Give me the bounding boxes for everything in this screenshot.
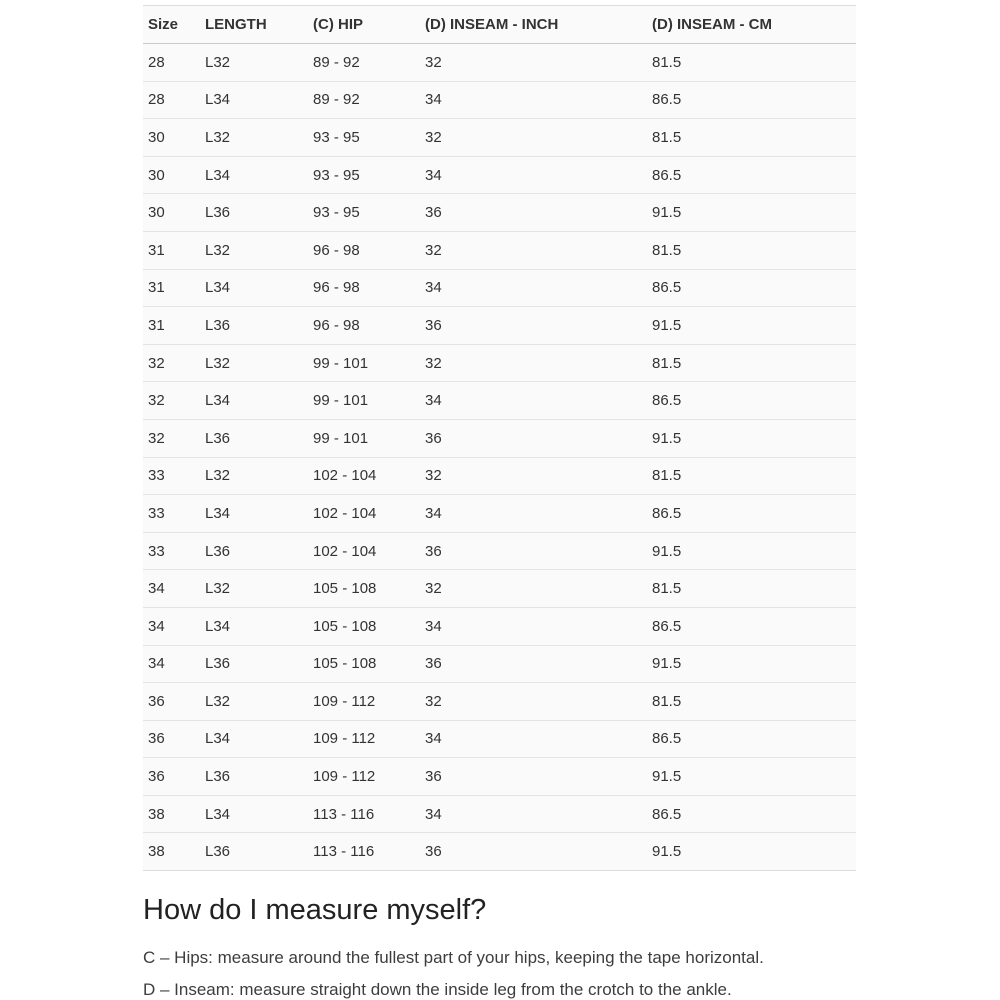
table-cell: 105 - 108	[313, 607, 425, 645]
table-cell: 36	[143, 683, 205, 721]
table-cell: 89 - 92	[313, 81, 425, 119]
measure-instruction-inseam: D – Inseam: measure straight down the inside leg from the crotch to the ankle.	[143, 980, 732, 1000]
table-cell: 31	[143, 269, 205, 307]
table-cell: 33	[143, 457, 205, 495]
table-cell: 86.5	[652, 607, 856, 645]
table-cell: 30	[143, 194, 205, 232]
table-row	[143, 833, 856, 871]
column-header: (D) INSEAM - CM	[652, 6, 856, 44]
table-row	[143, 194, 856, 232]
table-cell: 38	[143, 833, 205, 871]
table-cell: 34	[425, 156, 652, 194]
table-cell: 36	[425, 194, 652, 232]
table-cell: 32	[425, 53, 442, 71]
table-row	[143, 231, 856, 269]
table-cell: 81.5	[652, 457, 856, 495]
table-cell: L36	[205, 758, 313, 796]
column-header: (C) HIP	[313, 6, 425, 44]
table-cell: 86.5	[652, 156, 856, 194]
table-row	[143, 269, 856, 307]
table-cell: 34	[425, 795, 652, 833]
table-cell: 86.5	[652, 720, 856, 758]
table-cell: L32	[205, 570, 313, 608]
size-chart-table	[143, 5, 856, 871]
table-cell: 91.5	[652, 833, 856, 871]
table-cell: L34	[205, 156, 313, 194]
table-cell: 30	[143, 156, 205, 194]
table-cell: L34	[205, 495, 313, 533]
table-row	[143, 570, 856, 608]
table-cell: 32	[425, 457, 652, 495]
table-cell: 93 - 95	[313, 194, 425, 232]
table-cell: 113 - 116	[313, 833, 425, 871]
table-cell: L36	[205, 833, 313, 871]
table-cell: 109 - 112	[313, 758, 425, 796]
table-cell: 113 - 116	[313, 795, 425, 833]
table-cell: 99 - 101	[313, 344, 425, 382]
table-row	[143, 645, 856, 683]
table-cell: 102 - 104	[313, 457, 425, 495]
table-cell: 32	[425, 231, 652, 269]
table-cell: 99 - 101	[313, 419, 425, 457]
table-cell: L36	[205, 645, 313, 683]
table-cell: L36	[205, 532, 313, 570]
table-row	[143, 344, 856, 382]
table-row	[143, 795, 856, 833]
table-cell: 31	[143, 231, 205, 269]
table-row	[143, 307, 856, 345]
table-row	[143, 382, 856, 420]
table-cell: 34	[143, 570, 205, 608]
table-cell: 86.5	[652, 269, 856, 307]
table-cell: 86.5	[652, 495, 856, 533]
column-header: Size	[143, 6, 205, 44]
table-cell: 36	[425, 645, 652, 683]
table-cell: 32	[425, 683, 652, 721]
table-header-row	[143, 6, 856, 44]
table-body	[143, 44, 856, 871]
table-cell: L32	[205, 344, 313, 382]
table-cell: L36	[205, 307, 313, 345]
measure-instruction-hips: C – Hips: measure around the fullest part of your hips, keeping the tape horizontal.	[143, 948, 764, 968]
table-cell: 91.5	[652, 645, 856, 683]
table-cell: 105 - 108	[313, 570, 425, 608]
table-cell: 81.5	[652, 231, 856, 269]
size-guide-content	[143, 5, 856, 1000]
table-cell: 102 - 104	[313, 532, 425, 570]
table-cell: 34	[425, 495, 652, 533]
table-cell: 36	[425, 532, 652, 570]
table-row	[143, 607, 856, 645]
table-row	[143, 495, 856, 533]
table-cell: 86.5	[652, 382, 856, 420]
table-cell: 81.5	[652, 570, 856, 608]
table-cell: L34	[205, 795, 313, 833]
table-cell: 96 - 98	[313, 307, 425, 345]
column-header: LENGTH	[205, 6, 313, 44]
table-cell: 28	[143, 81, 205, 119]
table-cell: 36	[425, 758, 652, 796]
table-cell: 32	[143, 419, 205, 457]
table-cell: L32	[205, 231, 313, 269]
table-cell: 81.5	[652, 119, 856, 157]
table-cell: L34	[205, 382, 313, 420]
table-cell: 99 - 101	[313, 382, 425, 420]
table-cell: 96 - 98	[313, 231, 425, 269]
table-row	[143, 81, 856, 119]
table-cell: 109 - 112	[313, 720, 425, 758]
table-row	[143, 156, 856, 194]
table-cell: 36	[425, 419, 652, 457]
table-cell: 89 - 92	[313, 53, 360, 71]
table-cell: 91.5	[652, 532, 856, 570]
table-row	[143, 119, 856, 157]
table-cell: 33	[143, 532, 205, 570]
table-cell: 32	[425, 119, 652, 157]
table-cell: 96 - 98	[313, 269, 425, 307]
table-cell: L34	[205, 607, 313, 645]
table-cell: 32	[143, 344, 205, 382]
table-cell: 32	[143, 382, 205, 420]
table-cell: L36	[205, 194, 313, 232]
table-cell: 34	[143, 645, 205, 683]
table-cell: 36	[425, 307, 652, 345]
column-header: (D) INSEAM - INCH	[425, 6, 652, 44]
table-cell: 86.5	[652, 795, 856, 833]
table-cell: 81.5	[652, 683, 856, 721]
table-cell: 86.5	[652, 81, 856, 119]
table-cell: L32	[205, 119, 313, 157]
table-row	[143, 758, 856, 796]
table-cell: 34	[425, 382, 652, 420]
measure-heading: How do I measure myself?	[143, 894, 487, 927]
table-cell: 36	[143, 758, 205, 796]
table-cell: L32	[205, 457, 313, 495]
table-cell: 36	[425, 833, 652, 871]
table-cell: 34	[425, 269, 652, 307]
table-cell: 34	[425, 81, 652, 119]
table-cell: 32	[425, 344, 652, 382]
table-row	[143, 419, 856, 457]
table-cell: L32	[205, 683, 313, 721]
table-cell: 91.5	[652, 194, 856, 232]
table-cell: 105 - 108	[313, 645, 425, 683]
table-cell: 31	[143, 307, 205, 345]
table-cell: L34	[205, 269, 313, 307]
table-cell: 32	[425, 570, 652, 608]
table-cell: 81.5	[652, 344, 856, 382]
table-cell: 38	[143, 795, 205, 833]
table-cell: 109 - 112	[313, 683, 425, 721]
table-cell: L36	[205, 419, 313, 457]
table-cell: 34	[143, 607, 205, 645]
table-cell: 91.5	[652, 419, 856, 457]
table-row	[143, 683, 856, 721]
table-cell: 34	[425, 720, 652, 758]
table-row	[143, 720, 856, 758]
table-row	[143, 532, 856, 570]
table-cell: 102 - 104	[313, 495, 425, 533]
table-cell: 33	[143, 495, 205, 533]
table-cell: 28	[148, 53, 165, 71]
table-cell: 36	[143, 720, 205, 758]
table-cell: L34	[205, 81, 313, 119]
table-cell: 81.5	[652, 53, 682, 71]
table-cell: 34	[425, 607, 652, 645]
table-cell: L32	[205, 53, 231, 71]
table-cell: 93 - 95	[313, 156, 425, 194]
table-cell: 91.5	[652, 758, 856, 796]
table-cell: 30	[143, 119, 205, 157]
table-cell: L34	[205, 720, 313, 758]
table-cell: 91.5	[652, 307, 856, 345]
table-row	[143, 457, 856, 495]
table-cell: 93 - 95	[313, 119, 425, 157]
table-row	[143, 44, 856, 82]
